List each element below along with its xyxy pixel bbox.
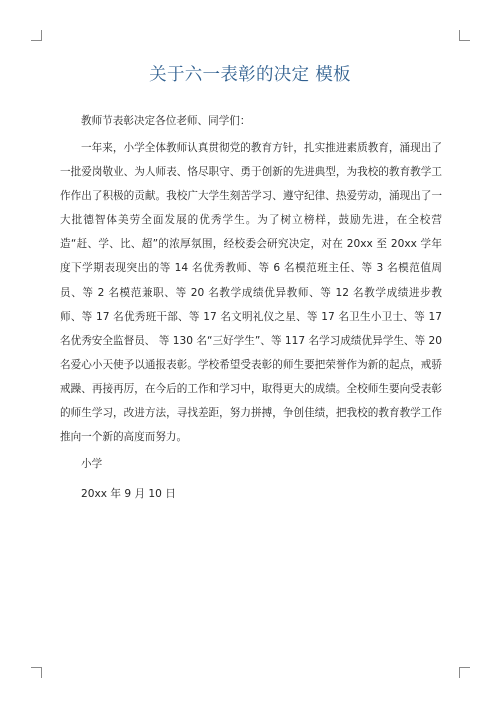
document-date: 20xx 年 9 月 10 日 xyxy=(81,488,176,501)
body-paragraph: 一年来，小学全体教师认真贯彻党的教育方针，扎实推进素质教育，涌现出了一批爱岗敬业、为人师表、恪尽职守、勇于创新的先进典型，为我校的教育教学工作作出了积极的贡献。我校广大学生刻苦学习、遵守纪律、热爱劳动，涌现出了一大批德智体美劳全面发展的优秀学生。为了树立榜样，鼓励先进，在全校营造“赶、学、比、超”的浓厚氛围，经校委会研究决定，对在 20xx 至 20xx 学年度下学期表现突出的等 14 名优秀教师、等 6 名模范班主任、等 3 名模范值周员、等 2 名模范兼职、等 20 名教学成绩优异教师、等 12 名教学成绩进步教师、等 17 名优秀班干部、等 17 名文明礼仪之星、等 17 名卫生小卫士、等 17 名优秀安全监督员、 等 130 名“三好学生”、等 117 名学习成绩优异学生、等 20 名爱心小天使予以通报表彰。学校希望受表彰的师生要把荣誉作为新的起点，戒骄戒躁、再接再厉，在今后的工作和学习中，取得更大的成绩。全校师生要向受表彰的师生学习，改进方法，寻找差距，努力拼搏，争创佳绩，把我校的教育教学工作推向一个新的高度而努力。 xyxy=(60,142,442,444)
crop-mark-top-right xyxy=(459,30,470,41)
signature: 小学 xyxy=(81,458,103,471)
crop-mark-bottom-left xyxy=(31,667,42,678)
document-title: 关于六一表彰的决定 模板 xyxy=(149,65,351,85)
crop-mark-bottom-right xyxy=(459,667,470,678)
crop-mark-top-left xyxy=(31,30,42,41)
document-content xyxy=(60,114,442,501)
salutation: 教师节表彰决定各位老师、同学们： xyxy=(81,115,251,127)
